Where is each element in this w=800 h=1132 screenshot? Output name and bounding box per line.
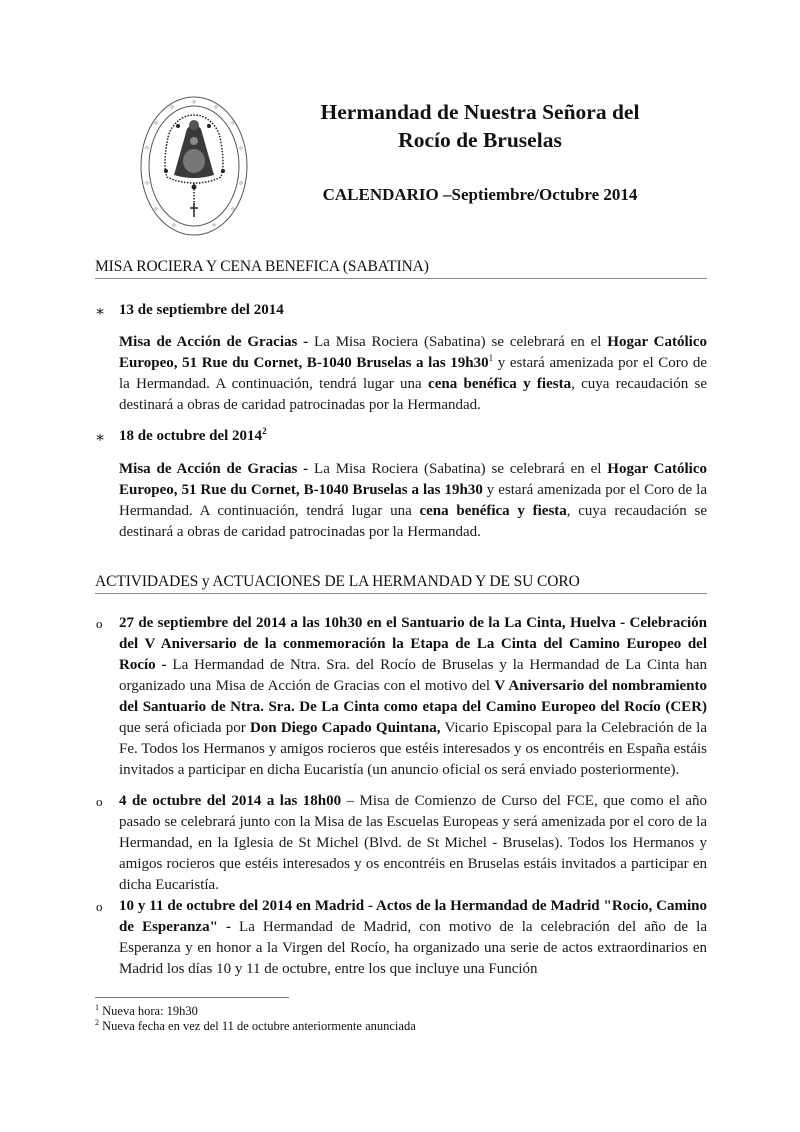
asterisk-bullet-icon: ∗ xyxy=(95,304,106,320)
svg-text:✢: ✢ xyxy=(191,99,197,106)
activity-text: 4 de octubre del 2014 a las 18h00 – Misa de Comienzo de Curso del FCE, que como el año pasado se celebrará junto con la Misa de las Escuelas Europeas y será amenizada por el coro de la Hermandad, en la Iglesia de St Michel (Blvd. de St Michel - Bruselas). Todos los Hermanos y amigos rocieros que estéis interesados y os encontréis en Bruselas estáis invitados a participar en dicha Eucaristía. xyxy=(119,793,708,893)
svg-text:✢: ✢ xyxy=(213,104,219,111)
footnotes xyxy=(95,1004,416,1034)
activity-text: 27 de septiembre del 2014 a las 10h30 en el Santuario de la La Cinta, Huelva - Celebración del V Aniversario de la conmemoración la Etapa de La Cinta del Camino Europeo del Rocío - La Hermandad de Ntra. Sra. del Rocío de Bruselas y la Hermandad de La Cinta han organizado una Misa de Acción de Gracias con el motivo del V Aniversario del nombramiento del Santuario de Ntra. Sra. De La Cinta como etapa del Camino Europeo del Rocío (CER) que será oficiada por Don Diego Capado Quintana, Vicario Episcopal para la Celebración de la Fe. Todos los Hermanos y amigos rocieros que estéis interesados y os encontréis en España estáis invitados a participar en dicha Eucaristía (un anuncio oficial os será enviado posteriormente). xyxy=(119,615,707,778)
svg-text:✢: ✢ xyxy=(230,206,236,213)
svg-text:✢: ✢ xyxy=(211,222,217,229)
title-line-2: Rocío de Bruselas xyxy=(398,128,562,152)
svg-text:✢: ✢ xyxy=(230,120,236,127)
organization-title xyxy=(280,98,680,154)
svg-text:✢: ✢ xyxy=(153,120,159,127)
event-date: 13 de septiembre del 2014 xyxy=(119,302,284,318)
event-date: 18 de octubre del 2014$^2$ xyxy=(119,426,267,444)
circle-bullet-icon: o xyxy=(96,899,103,914)
title-line-1: Hermandad de Nuestra Señora del xyxy=(320,100,640,124)
section-heading-misa-rociera: MISA ROCIERA Y CENA BENEFICA (SABATINA) xyxy=(95,258,707,279)
footnote-separator xyxy=(95,997,289,998)
svg-text:✢: ✢ xyxy=(144,145,150,152)
activity-text: 10 y 11 de octubre del 2014 en Madrid - Actos de la Hermandad de Madrid "Rocio, Camino de Esperanza" - La Hermandad de Madrid, con motivo de la celebración del año de la Esperanza y en honor a la Virgen del Rocío, ha organizado una serie de actos extraordinarios en Madrid los días 10 y 11 de octubre, entre los que incluye una Función xyxy=(119,898,707,977)
footnote-ref-2[interactable]: 2 xyxy=(262,426,267,436)
svg-text:✢: ✢ xyxy=(171,222,177,229)
virgin-rocio-emblem-icon xyxy=(139,95,249,237)
footnote-1: $^1$ Nueva hora: 19h30 xyxy=(95,1003,198,1018)
circle-bullet-icon: o xyxy=(96,616,103,631)
asterisk-bullet-icon: ∗ xyxy=(95,430,106,446)
circle-bullet-icon: o xyxy=(96,794,103,809)
svg-text:✢: ✢ xyxy=(169,104,175,111)
svg-text:✢: ✢ xyxy=(153,206,159,213)
svg-text:✢: ✢ xyxy=(238,180,244,187)
footnote-ref-1[interactable]: 1 xyxy=(488,353,494,363)
svg-text:✢: ✢ xyxy=(144,180,150,187)
event-description: Misa de Acción de Gracias - La Misa Rociera (Sabatina) se celebrará en el Hogar Católico Europeo, 51 Rue du Cornet, B-1040 Bruselas a las 19h30 y estará amenizada por el Coro de la Hermandad. A continuación, tendrá lugar una cena benéfica y fiesta, cuya recaudación se destinará a obras de caridad patrocinadas por la Hermandad. xyxy=(119,461,707,540)
event-description: Misa de Acción de Gracias - La Misa Rociera (Sabatina) se celebrará en el Hogar Católico Europeo, 51 Rue du Cornet, B-1040 Bruselas a las $19h30^1$ y estará amenizada por el Coro de la Hermandad. A continuación, tendrá lugar una cena benéfica y fiesta, cuya recaudación se destinará a obras de caridad patrocinadas por la Hermandad. xyxy=(119,334,707,413)
footnote-2: $^2$ Nueva fecha en vez del 11 de octubre anteriormente anunciada xyxy=(95,1018,416,1033)
calendar-subtitle: CALENDARIO –Septiembre/Octubre 2014 xyxy=(322,185,638,204)
section-heading-actividades: ACTIVIDADES y ACTUACIONES DE LA HERMANDAD Y DE SU CORO xyxy=(95,573,707,594)
svg-text:✢: ✢ xyxy=(238,145,244,152)
